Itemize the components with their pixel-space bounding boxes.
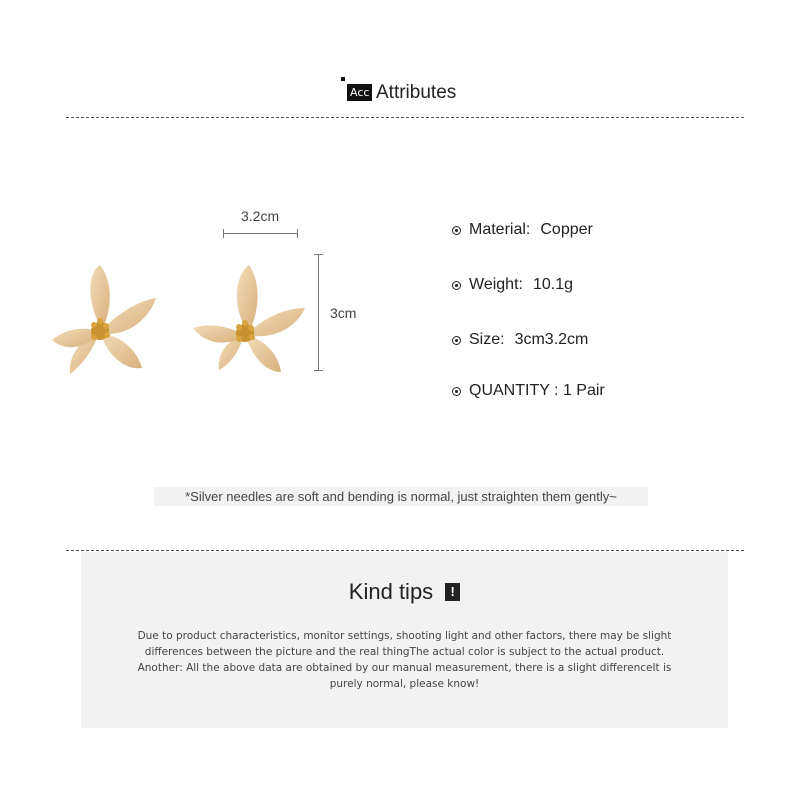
bullet-target-icon [452,226,461,235]
kind-tips-text [111,628,698,692]
attribute-weight [452,273,573,297]
top-divider [66,117,744,118]
width-dimension-cap-right [297,229,298,238]
bottom-divider [66,550,744,551]
width-dimension-line [223,233,298,234]
attribute-value: 10.1g [532,276,573,293]
care-note: *Silver needles are soft and bending is normal, just straighten them gently~ [154,487,648,506]
bullet-target-icon [452,281,461,290]
kind-tips-line: Another: All the above data are obtained by our manual measurement, there is a slight differenceIt is [137,662,672,674]
section-title: Attributes [376,82,457,103]
kind-tips-title: Kind tips [348,579,434,604]
earring-right [193,265,305,372]
header-dot [341,77,345,81]
product-image-earrings [25,250,315,385]
kind-tips-box [81,552,728,728]
header-badge: Acc [347,84,372,101]
bullet-target-icon [452,336,461,345]
height-dimension-line [318,254,319,370]
attribute-size [452,328,588,352]
attribute-label: Size: [469,331,505,348]
kind-tips-line: purely normal, please know! [329,678,480,690]
attribute-quantity [452,379,605,403]
height-dimension-cap-top [314,254,323,255]
attribute-value: Copper [540,221,593,238]
attribute-label: QUANTITY : 1 Pair [469,382,605,399]
attribute-material [452,218,593,242]
kind-tips-line: differences between the picture and the real thingThe actual color is subject to the actual product. [144,646,665,658]
bullet-target-icon [452,387,461,396]
kind-tips-heading [81,579,728,605]
height-dimension-label: 3cm [330,305,357,321]
attribute-label: Material: [469,221,531,238]
kind-tips-line: Due to product characteristics, monitor settings, shooting light and other factors, there may be slight [137,630,672,642]
width-dimension-label: 3.2cm [241,208,280,224]
attribute-label: Weight: [469,276,523,293]
exclamation-icon: ! [445,583,460,601]
earring-left [52,265,156,374]
attribute-value: 3cm3.2cm [514,331,589,348]
height-dimension-cap-bottom [314,370,323,371]
width-dimension-cap-left [223,229,224,238]
